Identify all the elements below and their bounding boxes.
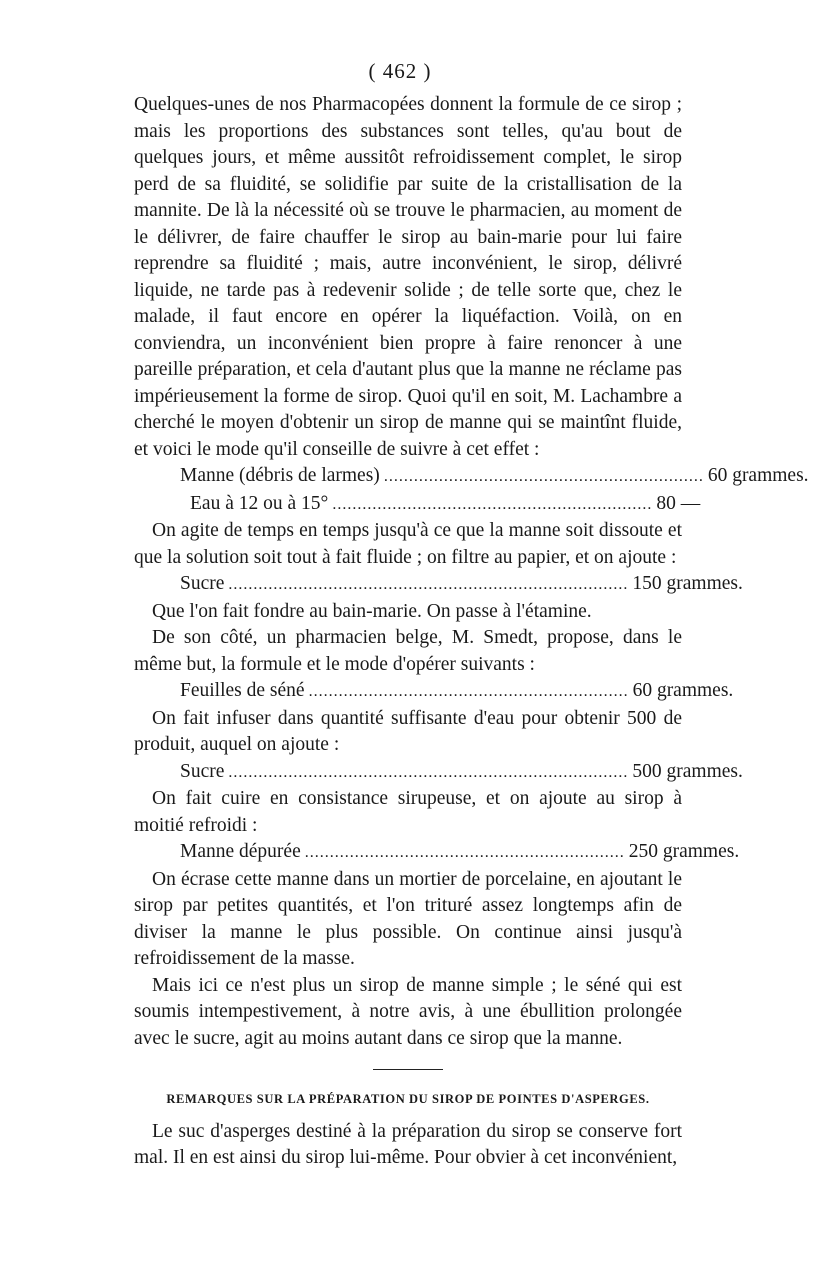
- ingredient-name: Manne (débris de larmes): [180, 465, 380, 486]
- leader-dots: ................................................................: [304, 844, 625, 861]
- paragraph: Quelques-unes de nos Pharmacopées donnent la formule de ce sirop ; mais les proportions des substances sont telles, qu'au bout de quelques jours, et même aussitôt refroidissement complet, le sirop perd de sa fluidité, se solidifie par suite de la cristallisation de la mannite. De là la nécessité où se trouve le pharmacien, au moment de le délivrer, de faire chauffer le sirop au bain-marie pour lui faire reprendre sa fluidité ; mais, autre inconvénient, le sirop, délivré liquide, ne tarde pas à redevenir solide ; de telle sorte que, chez le malade, il faut encore en opérer la liquéfaction. Voilà, on en conviendra, un inconvénient bien propre à faire renoncer à une pareille préparation, et cela d'autant plus que la manne ne réclame pas impérieusement la forme de sirop. Quoi qu'il en soit, M. Lachambre a cherché le moyen d'obtenir un sirop de manne qui se maintînt fluide, et voici le mode qu'il conseille de suivre à cet effet :: [134, 94, 682, 460]
- ingredient-name: Manne dépurée: [180, 841, 301, 862]
- recipe-line: [180, 463, 809, 491]
- ingredient-quantity: 150 grammes.: [632, 573, 743, 594]
- paragraph: On fait infuser dans quantité suffisante d'eau pour obtenir 500 de produit, auquel on ajoute :: [134, 707, 682, 755]
- leader-dots: ................................................................: [308, 683, 629, 700]
- leader-dots: ................................................................: [383, 468, 704, 485]
- page-body: [134, 92, 809, 1172]
- recipe-line: [180, 759, 743, 787]
- leader-dots: ................................................................................: [228, 576, 629, 593]
- recipe-line: [180, 571, 743, 599]
- paragraph: Que l'on fait fondre au bain-marie. On passe à l'étamine.: [152, 600, 592, 622]
- leader-dots: ................................................................: [332, 495, 653, 513]
- paragraph: De son côté, un pharmacien belge, M. Smedt, propose, dans le même but, la formule et le mode d'opérer suivants :: [134, 627, 682, 675]
- section-heading: REMARQUES SUR LA PRÉPARATION DU SIROP DE POINTES D'ASPERGES.: [166, 1092, 650, 1106]
- ingredient-quantity: 60 grammes.: [632, 680, 734, 701]
- paragraph: On écrase cette manne dans un mortier de porcelaine, en ajoutant le sirop par petites quantités, et l'on trituré assez longtemps afin de diviser la manne le plus possible. On continue ainsi jusqu'à refroidissement de la masse.: [134, 868, 682, 969]
- paragraph: On fait cuire en consistance sirupeuse, et on ajoute au sirop à moitié refroidi :: [134, 788, 682, 836]
- ingredient-name: Sucre: [180, 573, 225, 594]
- ingredient-name: Feuilles de séné: [180, 680, 305, 701]
- recipe-line: [180, 678, 734, 706]
- recipe-line: [190, 491, 701, 519]
- paragraph: On agite de temps en temps jusqu'à ce que la manne soit dissoute et que la solution soit tout à fait fluide ; on filtre au papier, et on ajoute :: [134, 520, 682, 568]
- recipe-line: [180, 839, 740, 867]
- ingredient-quantity: 80 —: [656, 492, 701, 514]
- leader-dots: ................................................................................: [228, 763, 629, 781]
- ingredient-name: Sucre: [180, 760, 225, 782]
- page-number: ( 462 ): [368, 59, 432, 83]
- section-divider: [373, 1069, 443, 1070]
- ingredient-quantity: 500 grammes.: [632, 760, 743, 782]
- ingredient-quantity: 60 grammes.: [707, 465, 809, 486]
- paragraph: Le suc d'asperges destiné à la préparation du sirop se conserve fort mal. Il en est ainsi du sirop lui-même. Pour obvier à cet inconvénient,: [134, 1120, 682, 1168]
- ingredient-name: Eau à 12 ou à 15°: [190, 492, 329, 514]
- ingredient-quantity: 250 grammes.: [628, 841, 740, 862]
- paragraph: Mais ici ce n'est plus un sirop de manne simple ; le séné qui est soumis intempestivement, à notre avis, à une ébullition prolongée avec le sucre, agit au moins autant dans ce sirop que la manne.: [134, 974, 682, 1049]
